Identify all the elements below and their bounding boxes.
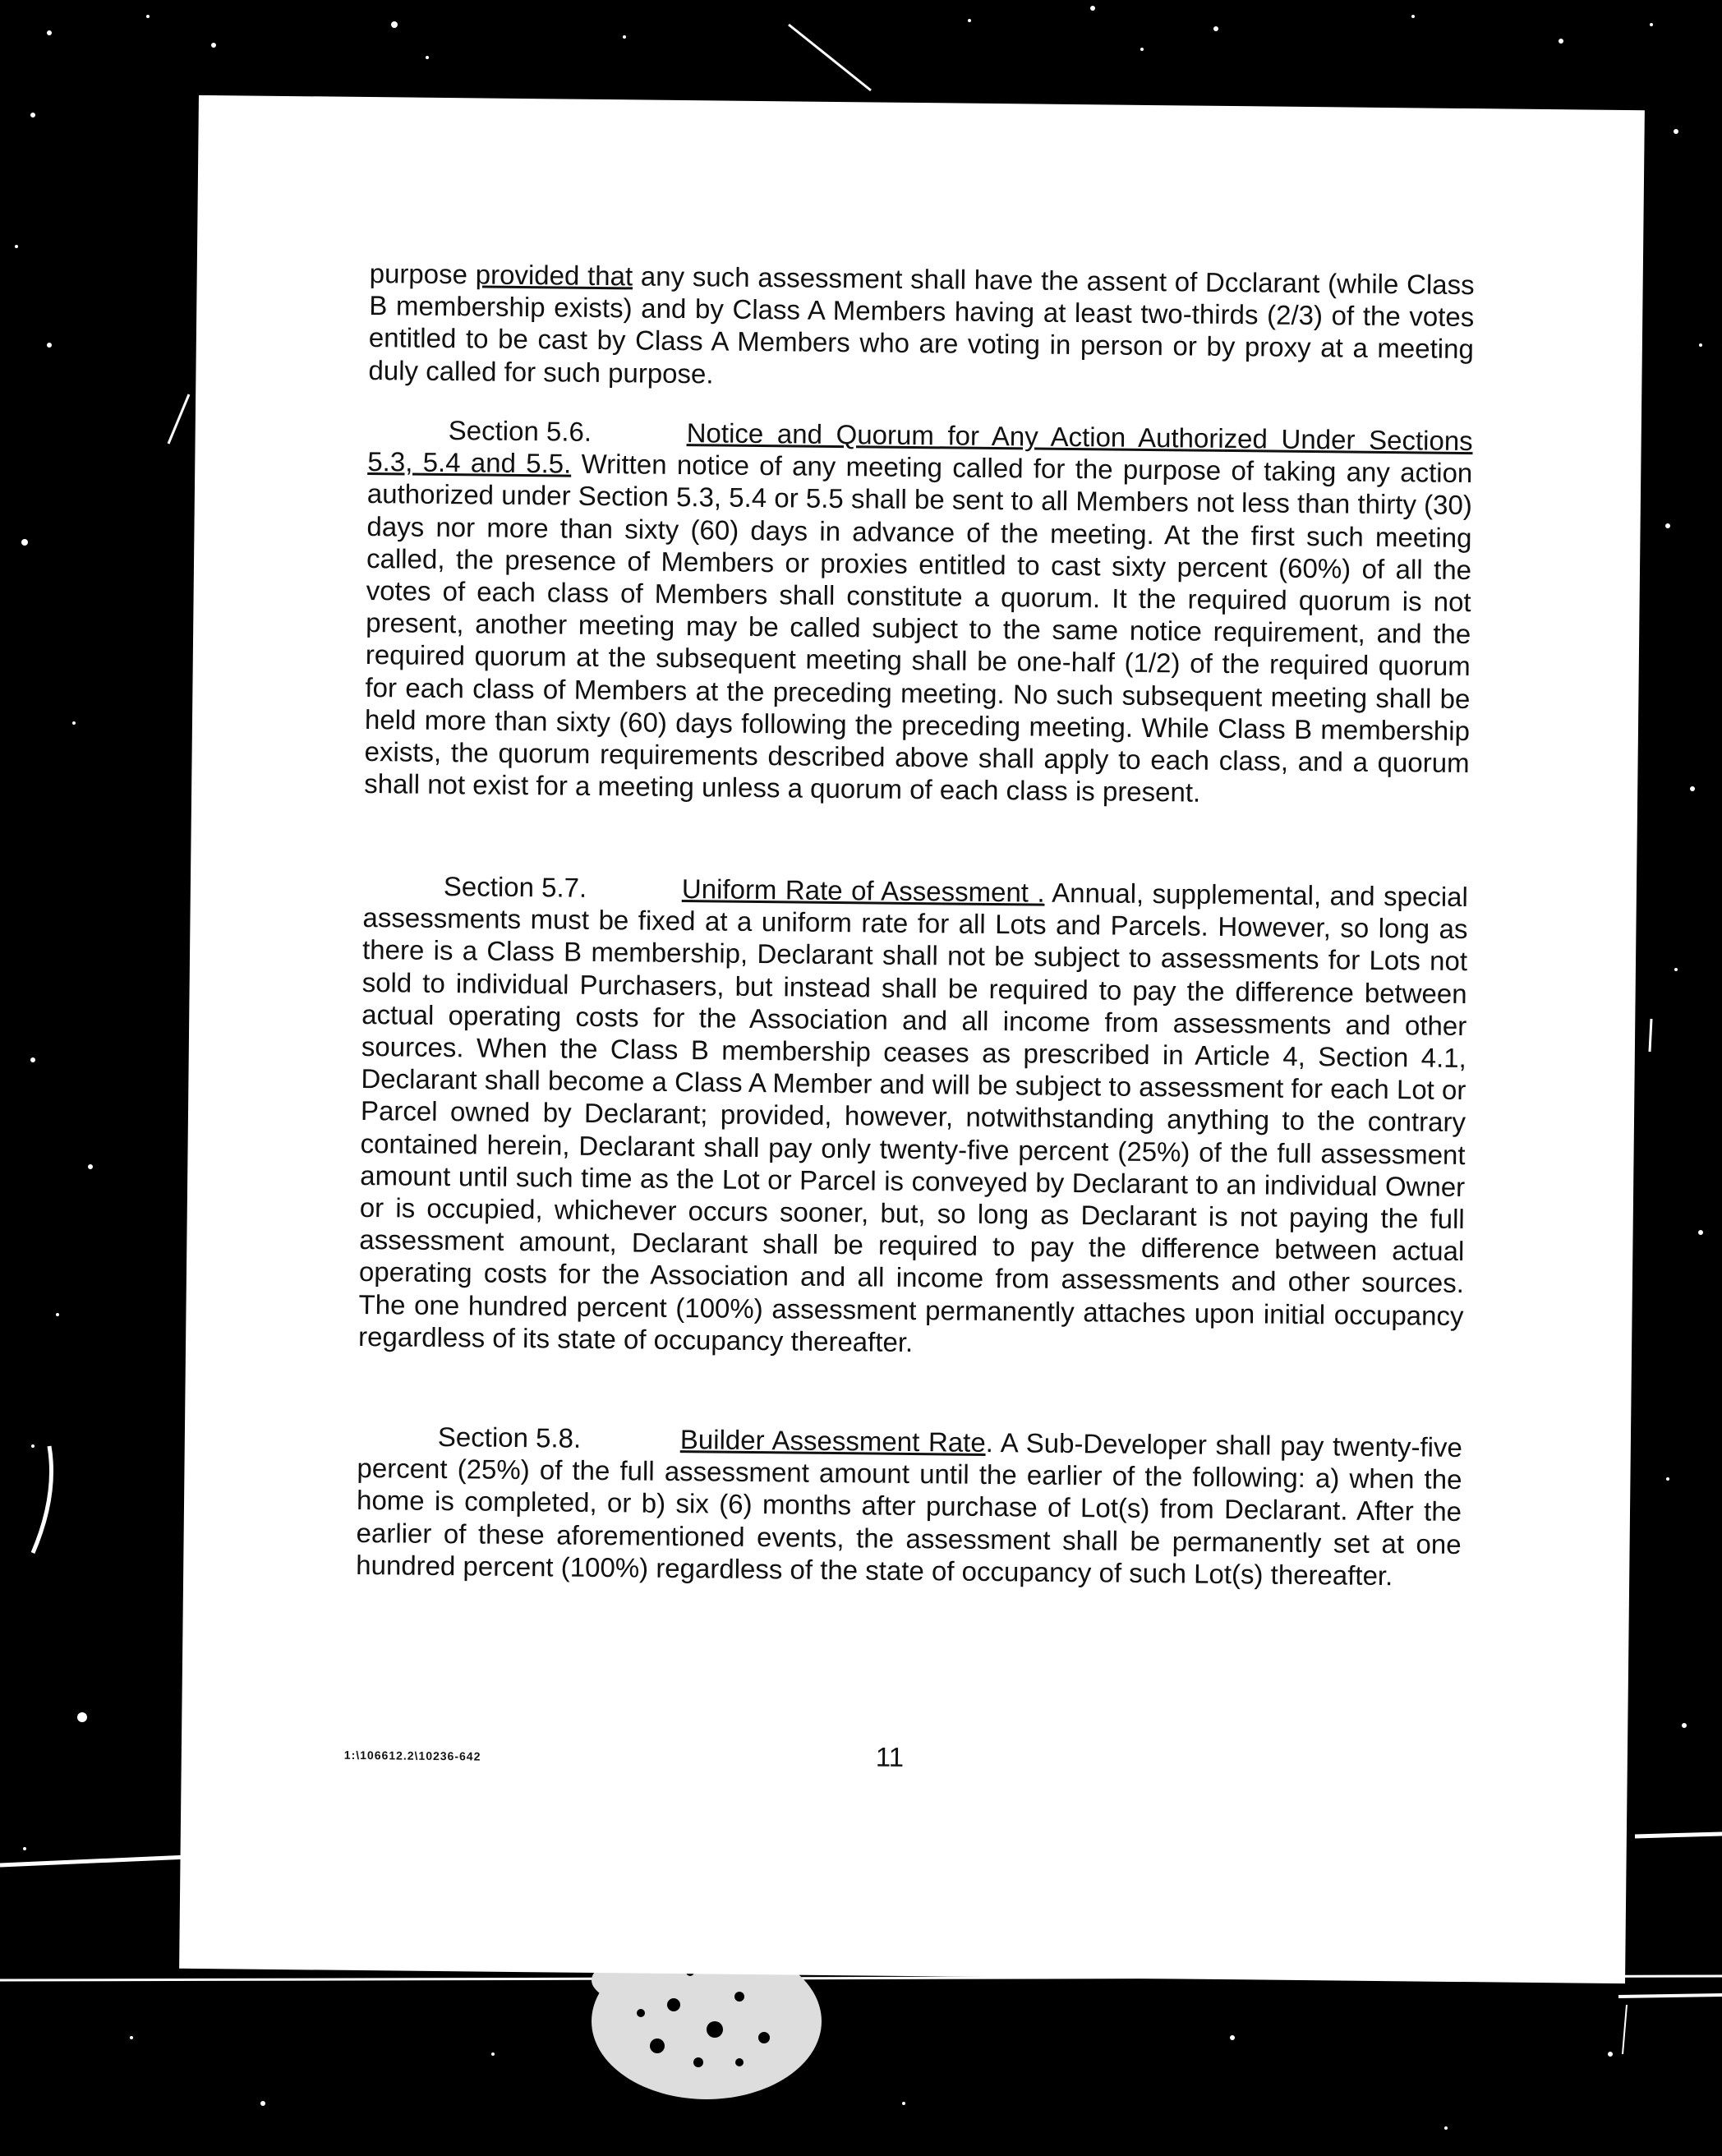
section-5-6	[364, 413, 1473, 811]
section-5-6-label: Section 5.6.	[448, 415, 592, 447]
section-5-6-heading: Notice and Quorum for Any Action Authorized Under Sections 5.3, 5.4 and 5.5.	[367, 417, 1473, 479]
para1-text-rest: any such assessment shall have the assent of Dcclarant (while Class B membership exists) and by Class A Members having at least two-thirds (2/3) of the votes entitled to be cast by Class A Members who are voting in person or by proxy at a meeting duly called for such purpose.	[368, 260, 1475, 389]
section-5-8	[356, 1420, 1462, 1592]
para1-text-start: purpose	[369, 258, 476, 290]
section-5-7-heading: Uniform Rate of Assessment .	[681, 873, 1045, 908]
page-number: 11	[875, 1741, 905, 1772]
section-5-8-body: . A Sub-Developer shall pay twenty-five percent (25%) of the full assessment amount until the earlier of the following: a) when the home is completed, or b) six (6) months after purchase of Lot(s) from Declarant. After the earlier of these aforementioned events, the assessment shall be permanently set at one hundred percent (100%) regardless of the state of occupancy of such Lot(s) thereafter.	[356, 1426, 1463, 1591]
section-5-7-label: Section 5.7.	[443, 871, 587, 903]
document-page	[179, 95, 1645, 1983]
section-5-8-heading: Builder Assessment Rate	[679, 1424, 986, 1458]
paragraph-continuation	[368, 257, 1475, 398]
section-5-6-body: Written notice of any meeting called for the purpose of taking any action authorized under Section 5.3, 5.4 or 5.5 shall be sent to all Members not less than thirty (30) days nor more than sixty (60) days in advance of the meeting. At the first such meeting called, the presence of Members or proxies entitled to cast sixty percent (60%) of all the votes of each class of Members shall constitute a quorum. It the required quorum is not present, another meeting may be called subject to the same notice requirement, and the required quorum at the subsequent meeting shall be one-half (1/2) of the required quorum for each class of Members at the preceding meeting. No such subsequent meeting shall be held more than sixty (60) days following the preceding meeting. While Class B membership exists, the quorum requirements described above shall apply to each class, and a quorum shall not exist for a meeting unless a quorum of each class is present.	[364, 448, 1473, 808]
section-5-7	[358, 869, 1468, 1364]
document-file-code: 1:\106612.2\10236-642	[343, 1748, 481, 1763]
provided-that-underlined: provided that	[475, 259, 633, 292]
section-5-8-label: Section 5.8.	[437, 1421, 582, 1453]
section-5-7-body: Annual, supplemental, and special assessments must be fixed at a uniform rate for all Lots and Parcels. However, so long as there is a Class B membership, Declarant shall not be subject to assessments for Lots not sold to individual Purchasers, but instead shall be required to pay the difference between actual operating costs for the Association and all income from assessments and other sources. When the Class B membership ceases as prescribed in Article 4, Section 4.1, Declarant shall become a Class A Member and will be subject to assessment for each Lot or Parcel owned by Declarant; provided, however, notwithstanding anything to the contrary contained herein, Declarant shall pay only twenty-five percent (25%) of the full assessment amount until such time as the Lot or Parcel is conveyed by Declarant to an individual Owner or is occupied, whichever occurs sooner, but, so long as Declarant is not paying the full assessment amount, Declarant shall be required to pay the difference between actual operating costs for the Association and all income from assessments and other sources. The one hundred percent (100%) assessment permanently attaches upon initial occupancy regardless of its state of occupancy thereafter.	[357, 877, 1469, 1357]
